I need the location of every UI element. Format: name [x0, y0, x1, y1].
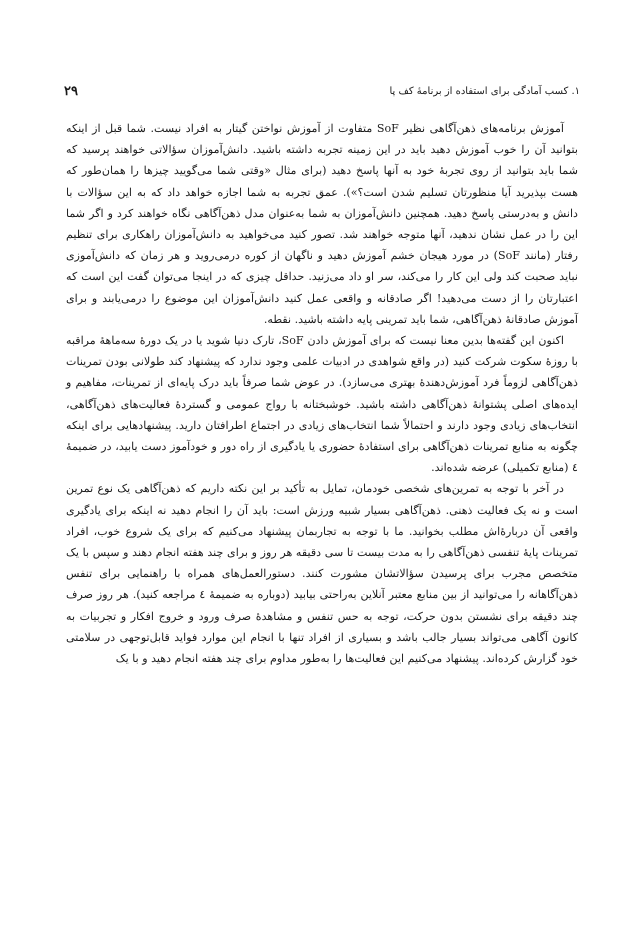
running-title: ۱. کسب آمادگی برای استفاده از برنامۀ کف پا: [389, 85, 580, 97]
page-number: ۲۹: [64, 83, 78, 99]
body-text: [66, 118, 578, 669]
paragraph-3: در آخر با توجه به تمرین‌های شخصی خودمان، تمایل به تأکید بر این نکته داریم که ذهن‌آگاهی یک نوع تمرین است و نه یک فعالیت ذهنی. ذهن‌آگاهی بسیار شبیه ورزش است: باید آن را انجام دهید نه اینکه برای یادگیری واقعی آن دربارۀاش مطلب بخوانید. ما با توجه به تجاربمان پیشنهاد می‌کنیم که برای یک شروع خوب، افراد تمرینات پایۀ تنفسی ذهن‌آگاهی را به مدت بیست تا سی دقیقه هر روز و برای چند هفته انجام دهند و سپس با یک متخصص مجرب برای پرسیدن سؤالاتشان مشورت کنند. دستورالعمل‌های همراه با راهنمایی برای تنفس ذهن‌آگاهانه را می‌توانید از بین منابع معتبر آنلاین به‌راحتی بیابید (دوباره به ضمیمۀ ٤ مراجعه کنید). هر روز صرف چند دقیقه برای نشستن بدون حرکت، توجه به حس تنفس و مشاهدۀ صرف ورود و خروج افکار و تجربیات به کانون آگاهی می‌تواند بسیار جالب باشد و بسیاری از افراد تنها با انجام این موارد فواید قابل‌توجهی در سلامتی خود گزارش کرده‌اند. پیشنهاد می‌کنیم این فعالیت‌ها را به‌طور مداوم برای چند هفته انجام دهید و با یک: [66, 482, 578, 666]
paragraph-1: آموزش برنامه‌های ذهن‌آگاهی نظیر SoF متفاوت از آموزش نواختن گیتار به افراد نیست. شما قبل از اینکه بتوانید آن را خوب آموزش دهید باید در این زمینه تجربه داشته باشید. دانش‌آموزان سؤالاتی خواهند پرسید که شما باید بتوانید از روی تجربۀ خود به آنها پاسخ دهید (برای مثال «وقتی شما می‌گویید چیزها را همان‌طور که هست بپذیرید آیا منظورتان تسلیم شدن است؟»). عمق تجربه به شما اجازه خواهد داد که به این سؤالات با دانش و به‌درستی پاسخ دهید. همچنین دانش‌آموزان به شما به‌عنوان مدل ذهن‌آگاهی نگاه خواهند کرد و اگر شما این را در عمل نشان ندهید، آنها متوجه خواهند شد. تصور کنید می‌خواهید به دانش‌آموزان راهکاری برای تنظیم رفتار (مانند SoF) در مورد هیجان خشم آموزش دهید و ناگهان از کوره درمی‌روید و هر زمان که دانش‌آموزی نباید صحبت کند ولی این کار را می‌کند، سر او داد می‌زنید. حداقل چیزی که در اینجا می‌توان گفت این است که اعتبارتان را از دست می‌دهید! اگر صادقانه و واقعی عمل کنید دانش‌آموزان این موضوع را درمی‌یابند و برای آموزش صادقانۀ ذهن‌آگاهی، شما باید تمرینی پایه داشته باشید. نقطه.: [66, 122, 578, 326]
paragraph-2: اکنون این گفته‌ها بدین معنا نیست که برای آموزش دادن SoF، تارک دنیا شوید یا در یک دورۀ سه‌ماهۀ مراقبه با روزۀ سکوت شرکت کنید (در واقع شواهدی در ادبیات علمی وجود ندارد که پیشنهاد کند طولانی بودن تمرینات ذهن‌آگاهی لزوماً فرد آموزش‌دهندۀ بهتری می‌سازد). در عوض شما صرفاً باید درک پایه‌ای از تمرینات، مفاهیم و ایده‌های اصلی پشتوانۀ ذهن‌آگاهی داشته باشید. خوشبختانه با رواج عمومی و گستردۀ فعالیت‌های ذهن‌آگاهی، انتخاب‌های زیادی وجود دارند و احتمالاً شما انتخاب‌های زیادی در اجتماع اطرافتان دارید. پیشنهادهایی برای اینکه چگونه به منابع تمرینات ذهن‌آگاهی برای استفادۀ حضوری یا یادگیری از راه دور و خودآموز دست یابید، در ضمیمۀ ٤ (منابع تکمیلی) عرضه شده‌اند.: [66, 334, 578, 475]
page-header: [64, 80, 580, 102]
